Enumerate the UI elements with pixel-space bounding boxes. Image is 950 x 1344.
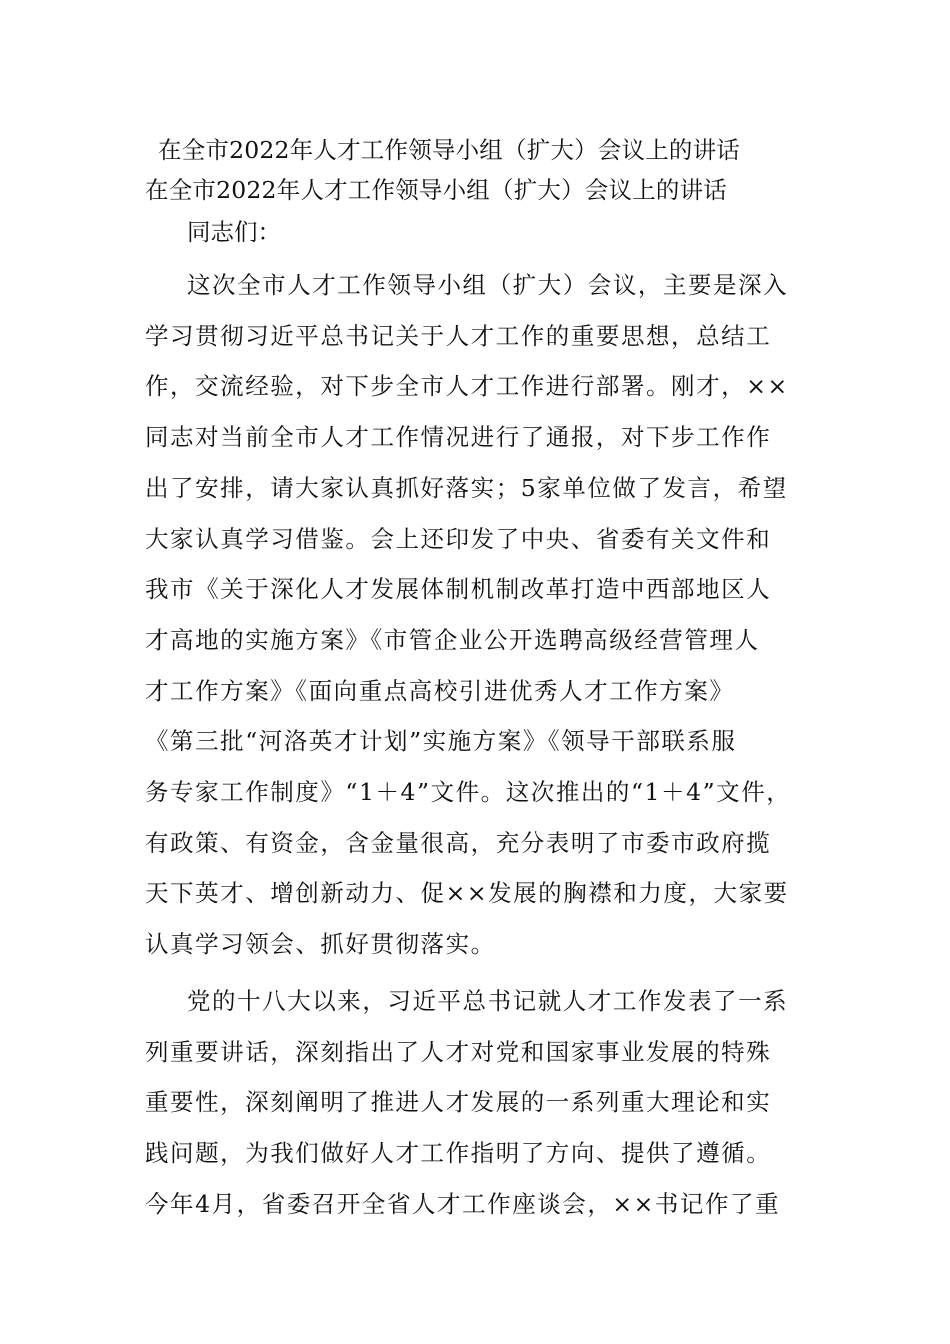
paragraph-line: 列重要讲话，深刻指出了人才对党和国家事业发展的特殊 bbox=[145, 1037, 772, 1066]
paragraph-line: 我市《关于深化人才发展体制机制改革打造中西部地区人 bbox=[145, 575, 772, 604]
document-title-repeat: 在全市2022年人才工作领导小组（扩大）会议上的讲话 bbox=[145, 176, 728, 204]
paragraph-line: 天下英才、增创新动力、促××发展的胸襟和力度，大家要 bbox=[145, 879, 789, 908]
salutation: 同志们： bbox=[187, 218, 281, 246]
paragraph-line: 才工作方案》《面向重点高校引进优秀人才工作方案》 bbox=[145, 676, 735, 705]
paragraph-line: 今年4月，省委召开全省人才工作座谈会，××书记作了重 bbox=[145, 1189, 781, 1218]
paragraph-line: 同志对当前全市人才工作情况进行了通报，对下步工作作 bbox=[145, 423, 772, 452]
paragraph-line: 践问题，为我们做好人才工作指明了方向、提供了遵循。 bbox=[145, 1138, 772, 1167]
paragraph-line: 认真学习领会、抓好贯彻落实。 bbox=[145, 930, 496, 959]
paragraph-line: 大家认真学习借鉴。会上还印发了中央、省委有关文件和 bbox=[145, 524, 772, 553]
paragraph-line: 作，交流经验，对下步全市人才工作进行部署。刚才，×× bbox=[145, 372, 789, 401]
paragraph-line: 重要性，深刻阐明了推进人才发展的一系列重大理论和实 bbox=[145, 1088, 772, 1117]
paragraph-line: 才高地的实施方案》《市管企业公开选聘高级经营管理人 bbox=[145, 625, 760, 654]
paragraph-line: 务专家工作制度》“1＋4”文件。这次推出的“1＋4”文件， bbox=[145, 778, 792, 807]
paragraph-line: 有政策、有资金，含金量很高，充分表明了市委市政府揽 bbox=[145, 828, 772, 857]
paragraph-line: 出了安排，请大家认真抓好落实；5家单位做了发言，希望 bbox=[145, 473, 788, 502]
paragraph-2 bbox=[145, 976, 815, 1230]
paragraph-line: 学习贯彻习近平总书记关于人才工作的重要思想，总结工 bbox=[145, 321, 772, 350]
document-title: 在全市2022年人才工作领导小组（扩大）会议上的讲话 bbox=[158, 136, 741, 164]
paragraph-1 bbox=[145, 260, 815, 970]
document-body bbox=[145, 130, 815, 1229]
paragraph-line: 《第三批“河洛英才计划”实施方案》《领导干部联系服 bbox=[145, 727, 737, 756]
paragraph-line: 这次全市人才工作领导小组（扩大）会议，主要是深入 bbox=[187, 271, 789, 299]
paragraph-line: 党的十八大以来，习近平总书记就人才工作发表了一系 bbox=[187, 986, 789, 1015]
